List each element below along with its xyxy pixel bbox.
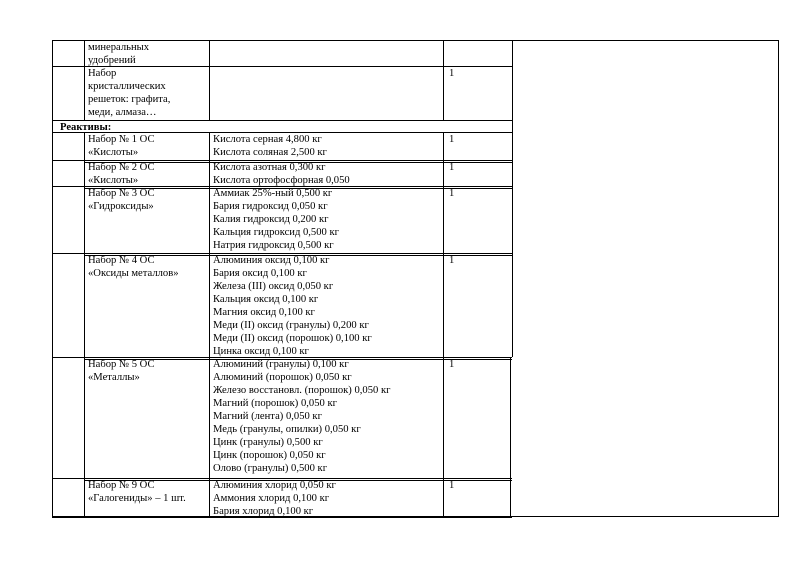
row-content-line: Цинка оксид 0,100 кг <box>213 346 309 357</box>
row-content-line: Аммония хлорид 0,100 кг <box>213 493 330 504</box>
row-name-line: «Кислоты» <box>88 175 139 186</box>
row-divider-secondary <box>84 188 512 189</box>
column-divider-number <box>84 40 85 120</box>
row-content <box>213 133 327 159</box>
row-content-line: Натрия гидроксид 0,500 кг <box>213 240 334 251</box>
row-content-line: Магний (порошок) 0,050 кг <box>213 398 337 409</box>
row-content-line: Бария гидроксид 0,050 кг <box>213 201 328 212</box>
row-name-line: Набор <box>88 68 117 79</box>
row-content-line: Кальция оксид 0,100 кг <box>213 294 319 305</box>
row-content <box>213 187 339 252</box>
row-quantity: 1 <box>449 162 455 173</box>
row-content-line: Медь (гранулы, опилки) 0,050 кг <box>213 424 361 435</box>
row-name-line: удобрений <box>88 55 136 66</box>
column-divider-quantity-lower <box>510 357 511 517</box>
row-content-line: Кислота соляная 2,500 кг <box>213 147 327 158</box>
row-name <box>88 479 186 505</box>
row-content-line: Меди (II) оксид (порошок) 0,100 кг <box>213 333 372 344</box>
row-divider-secondary <box>84 162 512 163</box>
row-name-line: решеток: графита, <box>88 94 171 105</box>
row-name-line: «Галогениды» – 1 шт. <box>88 493 186 504</box>
row-name-line: кристаллических <box>88 81 166 92</box>
row-content-line: Магний (лента) 0,050 кг <box>213 411 322 422</box>
row-name-line: Набор № 1 ОС <box>88 134 155 145</box>
column-divider-quantity <box>512 40 513 357</box>
row-divider <box>52 120 512 121</box>
row-content-line: Железо восстановл. (порошок) 0,050 кг <box>213 385 391 396</box>
row-name <box>88 41 149 67</box>
column-divider-content <box>443 40 444 120</box>
row-divider-secondary <box>84 480 512 481</box>
row-quantity: 1 <box>449 134 455 145</box>
row-name-line: минеральных <box>88 42 150 53</box>
row-content <box>213 358 390 475</box>
row-content-line: Калия гидроксид 0,200 кг <box>213 214 329 225</box>
row-content <box>213 254 372 358</box>
row-content-line: Цинк (гранулы) 0,500 кг <box>213 437 323 448</box>
row-content-line: Меди (II) оксид (гранулы) 0,200 кг <box>213 320 369 331</box>
row-name-line: меди, алмаза… <box>88 107 157 118</box>
row-content-line: Бария оксид 0,100 кг <box>213 268 307 279</box>
row-name <box>88 358 155 384</box>
row-name <box>88 187 155 213</box>
table-bottom-rule <box>52 517 512 518</box>
column-divider-number <box>84 132 85 517</box>
row-quantity: 1 <box>449 255 455 266</box>
row-content-line: Магния оксид 0,100 кг <box>213 307 315 318</box>
column-divider-name <box>209 132 210 517</box>
row-content-line: Алюминий (гранулы) 0,100 кг <box>213 359 349 370</box>
row-content <box>213 161 350 187</box>
row-name-line: Набор № 3 ОС <box>88 188 155 199</box>
row-content-line: Алюминия хлорид 0,050 кг <box>213 480 336 491</box>
row-content <box>213 479 336 518</box>
row-content-line: Аммиак 25%-ный 0,500 кг <box>213 188 333 199</box>
row-content-line: Кислота ортофосфорная 0,050 <box>213 175 350 186</box>
row-quantity: 1 <box>449 68 455 79</box>
row-content-line: Железа (III) оксид 0,050 кг <box>213 281 334 292</box>
row-content-line: Олово (гранулы) 0,500 кг <box>213 463 328 474</box>
row-name-line: «Металлы» <box>88 372 140 383</box>
row-content-line: Бария хлорид 0,100 кг <box>213 506 314 517</box>
column-divider-name <box>209 40 210 120</box>
row-name-line: Набор № 5 ОС <box>88 359 155 370</box>
row-name-line: Набор № 2 ОС <box>88 162 155 173</box>
row-content-line: Алюминий (порошок) 0,050 кг <box>213 372 352 383</box>
column-divider-content <box>443 132 444 517</box>
row-quantity: 1 <box>449 359 455 370</box>
row-name-line: «Гидроксиды» <box>88 201 154 212</box>
row-content-line: Кислота азотная 0,300 кг <box>213 162 326 173</box>
row-name-line: «Кислоты» <box>88 147 139 158</box>
row-content-line: Алюминия оксид 0,100 кг <box>213 255 330 266</box>
row-name-line: Набор № 4 ОС <box>88 255 155 266</box>
row-content-line: Кислота серная 4,800 кг <box>213 134 322 145</box>
row-divider-secondary <box>84 255 512 256</box>
row-name <box>88 254 179 280</box>
row-name <box>88 161 155 187</box>
row-name <box>88 67 170 119</box>
row-content-line: Цинк (порошок) 0,050 кг <box>213 450 326 461</box>
section-heading: Реактивы: <box>60 122 112 133</box>
row-quantity: 1 <box>449 480 455 491</box>
row-content-line: Кальция гидроксид 0,500 кг <box>213 227 339 238</box>
row-name-line: «Оксиды металлов» <box>88 268 179 279</box>
row-divider-secondary <box>84 359 512 360</box>
row-name <box>88 133 155 159</box>
row-quantity: 1 <box>449 188 455 199</box>
row-name-line: Набор № 9 ОС <box>88 480 155 491</box>
